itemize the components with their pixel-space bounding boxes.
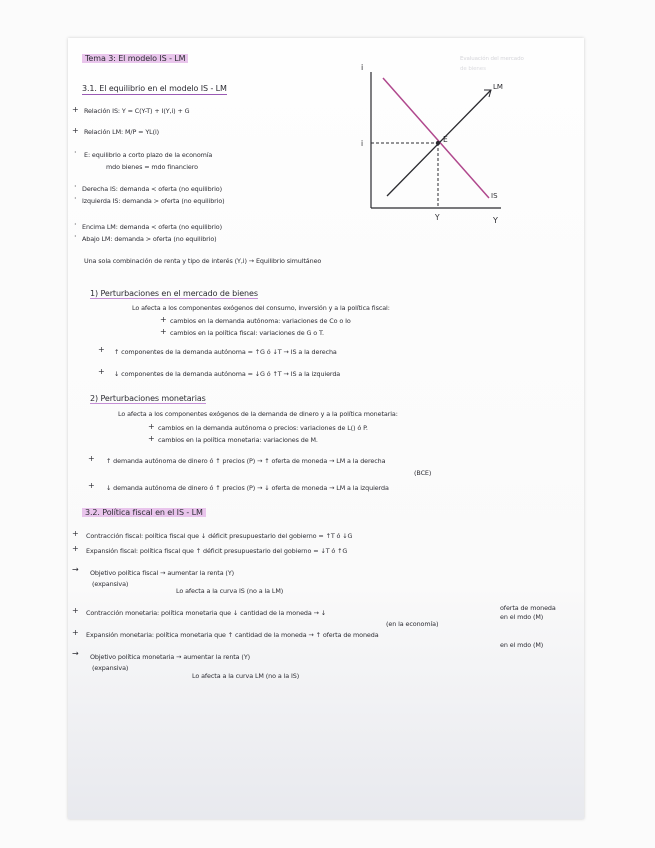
bullet-plus: + [88,481,95,490]
bullet-plus: + [72,544,79,553]
equilibrium-markets: mdo bienes = mdo financiero [106,163,198,171]
bullet-dot: · [74,194,77,203]
section-31-heading: 3.1. El equilibrio en el modelo IS - LM [82,84,227,93]
bullet-arrow: → [72,649,79,658]
fiscal-expansion: Expansión fiscal: política fiscal que ↑ déficit presupuestario del gobierno = ↓T ó ↑G [86,547,348,555]
monetary-objective: Objetivo política monetaria → aumentar la renta (Y) [90,653,251,661]
equilibrium-summary: Una sola combinación de renta y tipo de interés (Y,i) → Equilibrio simultáneo [84,257,322,265]
monetary-contraction-note-1: oferta de moneda [500,604,556,612]
fiscal-objective-note: (expansiva) [92,580,129,588]
pert-monetarias-heading [90,394,206,403]
monetary-contraction-note-2: en el mdo (M) [500,613,544,621]
right-is: Derecha IS: demanda < oferta (no equilibrio) [82,185,222,193]
bullet-plus: + [160,327,167,336]
monetary-expansion-note: en el mdo (M) [500,641,544,649]
bullet-plus: + [160,315,167,324]
monetary-contraction-note-3: (en la economía) [386,620,439,628]
lm-relation: Relación LM: M/P = YL(i) [84,128,160,136]
i-tick-label: i [361,139,364,148]
monetary-expansion: Expansión monetaria: política monetaria que ↑ cantidad de la moneda → ↑ oferta de moneda [86,631,379,639]
is-lm-graph [351,60,521,240]
pert-monetarias-sub-2: cambios en la política monetaria: variaciones de M. [158,436,318,444]
equilibrium-def: E: equilibrio a corto plazo de la economía [84,151,213,159]
bullet-dot: · [74,232,77,241]
page-title: Tema 3: El modelo IS - LM [82,54,188,63]
fiscal-contraction: Contracción fiscal: política fiscal que ↓ déficit presupuestario del gobierno = ↑T ó ↓G [86,532,353,540]
bullet-plus: + [98,345,105,354]
monetary-contraction: Contracción monetaria: política monetaria que ↓ cantidad de la moneda → ↓ [86,609,327,617]
is-label: IS [491,192,498,200]
bullet-dot: · [74,148,77,157]
pert-bienes-heading [90,289,258,298]
pert-bienes-effect-1: ↑ componentes de la demanda autónoma = ↑G ó ↓T → IS a la derecha [114,348,337,356]
pert-bienes-sub-2: cambios en la política fiscal: variaciones de G o T. [170,329,324,337]
bullet-plus: + [72,628,79,637]
bullet-plus: + [148,434,155,443]
is-relation: Relación IS: Y = C(Y-T) + I(Y,i) + G [84,107,190,115]
pert-monetarias-effect-1: ↑ demanda autónoma de dinero ó ↑ precios (P) → ↑ oferta de moneda → LM a la derecha [106,457,386,465]
pert-monetarias-sub-1: cambios en la demanda autónoma o precios: variaciones de L() ó P. [158,424,368,432]
faint-note-1: Evaluación del mercado [460,56,524,62]
x-axis-label: Y [493,216,498,225]
above-lm: Encima LM: demanda < oferta (no equilibrio) [82,223,222,231]
fiscal-effect: Lo afecta a la curva IS (no a la LM) [176,587,284,595]
bullet-dot: · [74,220,77,229]
y-tick-label: Y [435,213,440,222]
pert-bienes-sub-1: cambios en la demanda autónoma: variaciones de Co o Io [170,317,351,325]
bullet-plus: + [98,367,105,376]
lm-label: LM [493,83,503,91]
left-is: Izquierda IS: demanda > oferta (no equilibrio) [82,197,225,205]
notebook-page [68,38,584,819]
pert-bienes-title: 1) Perturbaciones en el mercado de bienes [90,289,258,298]
bullet-plus: + [148,422,155,431]
section-32-heading: 3.2. Política fiscal en el IS - LM [82,508,206,517]
bullet-plus: + [72,105,79,114]
equilibrium-point [436,141,440,145]
pert-monetarias-bce: (BCE) [414,469,432,477]
bullet-arrow: → [72,565,79,574]
monetary-objective-note: (expansiva) [92,664,129,672]
bullet-plus: + [72,606,79,615]
y-axis-label: i [361,63,364,72]
below-lm: Abajo LM: demanda > oferta (no equilibrio) [82,235,217,243]
equilibrium-label: E [443,135,448,144]
pert-monetarias-effect-2: ↓ demanda autónoma de dinero ó ↑ precios (P) → ↓ oferta de moneda → LM a la izquierda [106,484,389,492]
bullet-dot: · [74,182,77,191]
bullet-plus: + [72,126,79,135]
monetary-effect: Lo afecta a la curva LM (no a la IS) [192,672,300,680]
pert-monetarias-title: 2) Perturbaciones monetarias [90,394,206,403]
pert-bienes-intro: Lo afecta a los componentes exógenos del consumo, inversión y a la política fiscal: [132,304,390,312]
pert-bienes-effect-2: ↓ componentes de la demanda autónoma = ↓G ó ↑T → IS a la izquierda [114,370,341,378]
pert-monetarias-intro: Lo afecta a los componentes exógenos de la demanda de dinero y a la política monetaria: [118,410,398,418]
bullet-plus: + [72,529,79,538]
is-curve [383,78,489,198]
faint-note-2: de bienes [460,66,486,72]
bullet-plus: + [88,454,95,463]
fiscal-objective: Objetivo política fiscal → aumentar la renta (Y) [90,569,235,577]
